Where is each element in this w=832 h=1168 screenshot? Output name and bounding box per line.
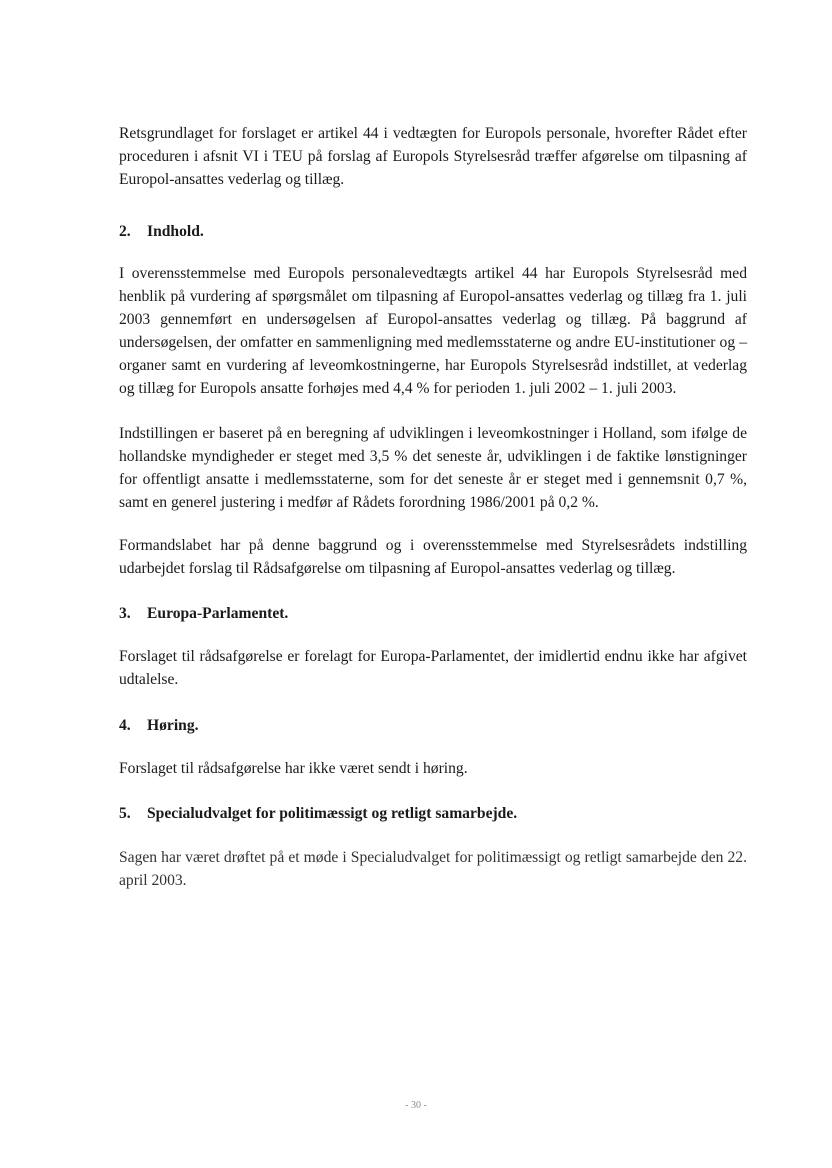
paragraph-indhold-2: Indstillingen er baseret på en beregning af udviklingen i leveomkostninger i Holland, som ifølge de hollandske myndigheder er steget med 3,5 % det seneste år, udviklingen i de faktike lønstigninger for offentligt ansatte i medlemsstaterne, som for det seneste år er steget med i gennemsnit 0,7 %, samt en generel justering i medfør af Rådets forordning 1986/2001 på 0,2 %.	[119, 425, 747, 511]
heading-title: Indhold.	[147, 223, 204, 240]
document-page	[119, 122, 747, 892]
heading-specialudvalg	[119, 802, 747, 825]
page-number: - 30 -	[405, 1100, 427, 1111]
paragraph-legal-basis: Retsgrundlaget for forslaget er artikel 44 i vedtægten for Europols personale, hvorefter Rådet efter proceduren i afsnit VI i TEU på forslag af Europols Styrelsesråd træffer afgørelse om tilpasning af Europol-ansattes vederlag og tillæg.	[119, 125, 747, 188]
paragraph-specialudvalg: Sagen har været drøftet på et møde i Specialudvalget for politimæssigt og retligt samarbejde den 22. april 2003.	[119, 849, 747, 889]
heading-number: 3.	[119, 605, 131, 622]
heading-title: Europa-Parlamentet.	[147, 605, 289, 622]
paragraph-hoering: Forslaget til rådsafgørelse har ikke været sendt i høring.	[119, 760, 468, 777]
heading-title: Høring.	[147, 717, 199, 734]
heading-number: 4.	[119, 717, 131, 734]
heading-europa-parlamentet	[119, 602, 747, 625]
heading-indhold	[119, 220, 747, 243]
paragraph-parlament: Forslaget til rådsafgørelse er forelagt for Europa-Parlamentet, der imidlertid endnu ikke har afgivet udtalelse.	[119, 648, 747, 688]
heading-number: 2.	[119, 223, 131, 240]
heading-number: 5.	[119, 805, 131, 822]
heading-title: Specialudvalget for politimæssigt og retligt samarbejde.	[147, 805, 518, 822]
paragraph-indhold-3: Formandslabet har på denne baggrund og i overensstemmelse med Styrelsesrådets indstilling udarbejdet forslag til Rådsafgørelse om tilpasning af Europol-ansattes vederlag og tillæg.	[119, 537, 747, 577]
heading-hoering	[119, 714, 747, 737]
paragraph-indhold-1: I overensstemmelse med Europols personalevedtægts artikel 44 har Europols Styrelsesråd med henblik på vurdering af spørgsmålet om tilpasning af Europol-ansattes vederlag og tillæg fra 1. juli 2003 gennemført en undersøgelsen af Europol-ansattes vederlag og tillæg. På baggrund af undersøgelsen, der omfatter en sammenligning med medlemsstaterne og andre EU-institutioner og –organer samt en vurdering af leveomkostningerne, har Europols Styrelsesråd indstillet, at vederlag og tillæg for Europols ansatte forhøjes med 4,4 % for perioden 1. juli 2002 – 1. juli 2003.	[119, 265, 747, 397]
